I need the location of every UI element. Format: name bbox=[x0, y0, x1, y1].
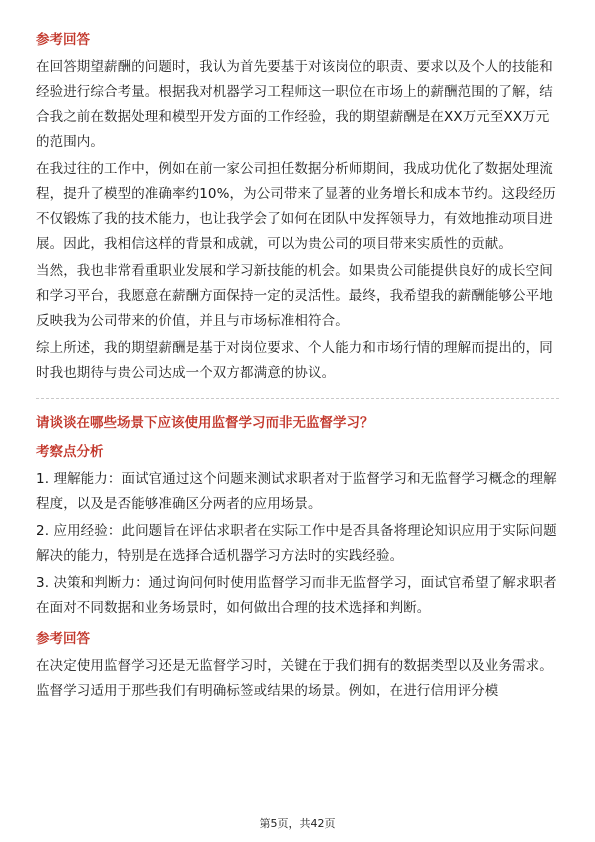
page-number: 第5页，共42页 bbox=[259, 817, 336, 830]
analysis-item-2: 2. 应用经验：此问题旨在评估求职者在实际工作中是否具备将理论知识应用于实际问题解决的能力，特别是在选择合适机器学习方法时的实践经验。 bbox=[36, 523, 557, 564]
answer-paragraph-2: 在我过往的工作中，例如在前一家公司担任数据分析师期间，我成功优化了数据处理流程，提升了模型的准确率约10%，为公司带来了显著的业务增长和成本节约。这段经历不仅锻炼了我的技术能力，也让我学会了如何在团队中发挥领导力，有效地推动项目进展。因此，我相信这样的背景和成就，可以为贵公司的项目带来实质性的贡献。 bbox=[36, 161, 556, 252]
page-content bbox=[36, 30, 559, 706]
analysis-item-1: 1. 理解能力：面试官通过这个问题来测试求职者对于监督学习和无监督学习概念的理解程度，以及是否能够准确区分两者的应用场景。 bbox=[36, 471, 557, 512]
section-divider bbox=[36, 398, 559, 399]
analysis-heading: 考察点分析 bbox=[36, 444, 104, 460]
answer-paragraph-4: 综上所述，我的期望薪酬是基于对岗位要求、个人能力和市场行情的理解而提出的，同时我也期待与贵公司达成一个双方都满意的协议。 bbox=[36, 340, 553, 381]
answer-paragraph-3: 当然，我也非常看重职业发展和学习新技能的机会。如果贵公司能提供良好的成长空间和学习平台，我愿意在薪酬方面保持一定的灵活性。最终，我希望我的薪酬能够公平地反映我为公司带来的价值，并且与市场标准相符合。 bbox=[36, 263, 553, 329]
analysis-item-3: 3. 决策和判断力：通过询问何时使用监督学习而非无监督学习，面试官希望了解求职者在面对不同数据和业务场景时，如何做出合理的技术选择和判断。 bbox=[36, 575, 557, 616]
reference-answer-heading: 参考回答 bbox=[36, 32, 90, 48]
answer-paragraph-1: 在回答期望薪酬的问题时，我认为首先要基于对该岗位的职责、要求以及个人的技能和经验进行综合考量。根据我对机器学习工程师这一职位在市场上的薪酬范围的了解，结合我之前在数据处理和模型开发方面的工作经验，我的期望薪酬是在XX万元至XX万元的范围内。 bbox=[36, 59, 553, 150]
reference-answer-heading-2: 参考回答 bbox=[36, 631, 90, 647]
answer2-paragraph-1: 在决定使用监督学习还是无监督学习时，关键在于我们拥有的数据类型以及业务需求。监督学习适用于那些我们有明确标签或结果的场景。例如，在进行信用评分模 bbox=[36, 658, 553, 699]
question-title: 请谈谈在哪些场景下应该使用监督学习而非无监督学习？ bbox=[36, 415, 374, 431]
